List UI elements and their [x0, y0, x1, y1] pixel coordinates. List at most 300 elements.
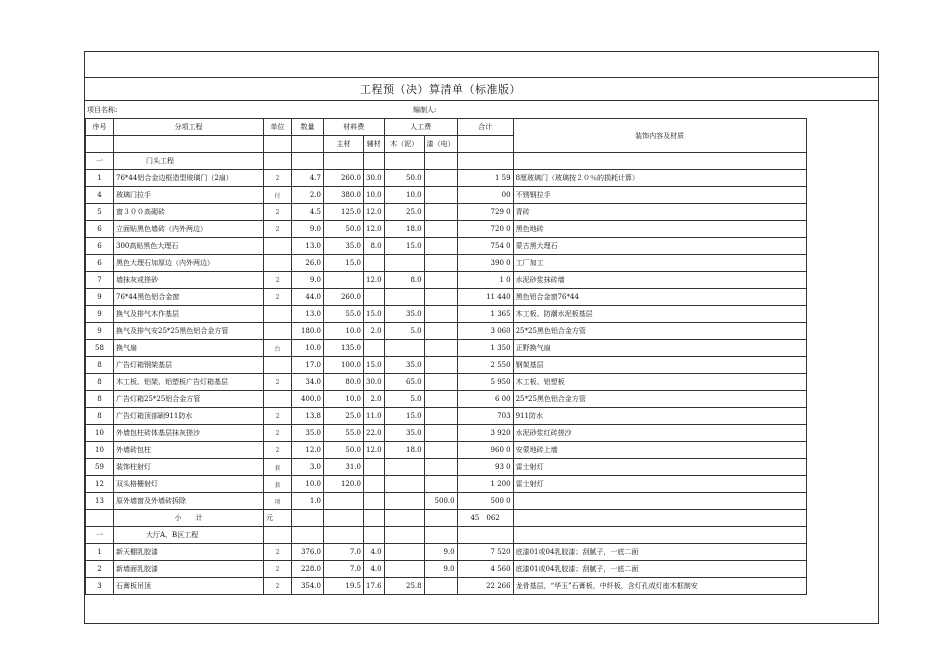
row-paint-labor [424, 323, 457, 340]
row-total: 1 200 [457, 476, 513, 493]
row-paint-labor [424, 425, 457, 442]
page-title: 工程预（决）算清单（标准版） [360, 83, 521, 96]
row-item-name: 门头工程 [114, 153, 264, 170]
row-item-name: 广告灯箱顶部刷911防水 [114, 408, 264, 425]
row-item-name: 广告灯箱钢架基层 [114, 357, 264, 374]
row-paint-labor [424, 459, 457, 476]
row-total: 500 0 [457, 493, 513, 510]
row-main-material [324, 510, 364, 527]
row-qty: 9.0 [292, 272, 324, 289]
row-wood-labor [384, 255, 424, 272]
row-total [457, 153, 513, 170]
editor-label: 编制人: [413, 106, 437, 114]
row-qty [292, 527, 324, 544]
row-main-material: 100.0 [324, 357, 364, 374]
row-aux-material: 4.0 [364, 544, 385, 561]
row-seq: 1 [86, 170, 114, 187]
row-wood-labor: 35.0 [384, 357, 424, 374]
row-paint-labor [424, 357, 457, 374]
subtotal-row [86, 510, 807, 527]
header-row-1 [86, 119, 807, 136]
row-desc: 黑色铝合金窗76*44 [513, 289, 806, 306]
header-desc: 装饰内容及材质 [513, 119, 806, 153]
row-seq: 9 [86, 323, 114, 340]
row-total: 22 266 [457, 578, 513, 595]
row-seq: 13 [86, 493, 114, 510]
row-main-material [324, 153, 364, 170]
row-wood-labor [384, 561, 424, 578]
row-unit: 2 [264, 408, 292, 425]
row-unit: 台 [264, 340, 292, 357]
row-unit: 2 [264, 289, 292, 306]
row-seq: 6 [86, 221, 114, 238]
row-seq: 59 [86, 459, 114, 476]
section-row [86, 153, 807, 170]
row-seq: 3 [86, 578, 114, 595]
row-qty: 228.0 [292, 561, 324, 578]
row-aux-material [364, 493, 385, 510]
row-total [457, 527, 513, 544]
row-qty: 400.0 [292, 391, 324, 408]
table-row [86, 255, 807, 272]
table-row [86, 425, 807, 442]
row-seq: 9 [86, 289, 114, 306]
table-row [86, 374, 807, 391]
row-qty: 3.0 [292, 459, 324, 476]
row-desc: 雷士射灯 [513, 476, 806, 493]
header-blank [86, 136, 114, 153]
row-unit: 2 [264, 425, 292, 442]
row-paint-labor [424, 204, 457, 221]
row-aux-material: 17.6 [364, 578, 385, 595]
row-wood-labor [384, 527, 424, 544]
row-unit: 2 [264, 578, 292, 595]
row-unit: 套 [264, 459, 292, 476]
row-total: 11 440 [457, 289, 513, 306]
row-total: 4 560 [457, 561, 513, 578]
row-seq: 6 [86, 255, 114, 272]
header-item: 分项工程 [114, 119, 264, 136]
row-item-name: 76*44黑色铝合金窗 [114, 289, 264, 306]
row-qty: 10.0 [292, 476, 324, 493]
table-row [86, 493, 807, 510]
row-aux-material: 11.0 [364, 408, 385, 425]
row-qty: 12.0 [292, 442, 324, 459]
row-aux-material: 22.0 [364, 425, 385, 442]
row-qty: 180.0 [292, 323, 324, 340]
row-unit: 付 [264, 187, 292, 204]
row-desc: 青砖 [513, 204, 806, 221]
row-paint-labor [424, 170, 457, 187]
table-row [86, 340, 807, 357]
row-total: 390 0 [457, 255, 513, 272]
row-paint-labor [424, 238, 457, 255]
header-wood-labor: 木（泥） [384, 136, 424, 153]
row-total: 00 [457, 187, 513, 204]
row-aux-material [364, 153, 385, 170]
row-main-material: 380.0 [324, 187, 364, 204]
row-unit [264, 255, 292, 272]
row-item-name: 小 计 [114, 510, 264, 527]
row-paint-labor [424, 442, 457, 459]
row-desc: 底漆01或04乳胶漆；刮腻子，一底二面 [513, 561, 806, 578]
row-paint-labor: 500.0 [424, 493, 457, 510]
row-unit [264, 153, 292, 170]
row-unit [264, 391, 292, 408]
quote-table [85, 118, 807, 595]
row-seq: 4 [86, 187, 114, 204]
row-qty: 4.7 [292, 170, 324, 187]
table-row [86, 272, 807, 289]
header-paint-labor: 漆（电） [424, 136, 457, 153]
header-aux-material: 辅材 [364, 136, 385, 153]
header-blank [292, 136, 324, 153]
row-paint-labor [424, 187, 457, 204]
table-row [86, 561, 807, 578]
row-item-name: 新墙面乳胶漆 [114, 561, 264, 578]
row-item-name: 外墙砖包柱 [114, 442, 264, 459]
row-main-material [324, 272, 364, 289]
row-desc: 雷士射灯 [513, 459, 806, 476]
row-main-material: 50.0 [324, 442, 364, 459]
row-desc [513, 153, 806, 170]
blank-header-band [85, 52, 878, 78]
row-item-name: 换气扇 [114, 340, 264, 357]
table-row [86, 391, 807, 408]
table-row [86, 476, 807, 493]
header-labor: 人工费 [384, 119, 457, 136]
row-aux-material: 30.0 [364, 374, 385, 391]
row-main-material: 31.0 [324, 459, 364, 476]
row-desc: 水泥砂浆红砖搓沙 [513, 425, 806, 442]
row-paint-labor [424, 340, 457, 357]
row-seq: 58 [86, 340, 114, 357]
row-wood-labor: 15.0 [384, 238, 424, 255]
row-total: 45 062 [457, 510, 513, 527]
row-wood-labor [384, 340, 424, 357]
table-row [86, 544, 807, 561]
row-unit: 2 [264, 374, 292, 391]
row-wood-labor [384, 510, 424, 527]
row-main-material: 7.0 [324, 544, 364, 561]
row-total: 703 [457, 408, 513, 425]
row-main-material: 50.0 [324, 221, 364, 238]
row-item-name: 玻璃门拉手 [114, 187, 264, 204]
row-desc: 25*25黑色铝合金方管 [513, 391, 806, 408]
row-unit: 2 [264, 170, 292, 187]
row-qty: 354.0 [292, 578, 324, 595]
row-main-material: 10.0 [324, 391, 364, 408]
row-total: 960 0 [457, 442, 513, 459]
row-main-material: 135.0 [324, 340, 364, 357]
row-qty: 2.0 [292, 187, 324, 204]
row-total: 1 350 [457, 340, 513, 357]
table-row [86, 170, 807, 187]
row-unit: 2 [264, 204, 292, 221]
row-total: 3 060 [457, 323, 513, 340]
header-material: 材料费 [324, 119, 385, 136]
row-qty: 26.0 [292, 255, 324, 272]
row-aux-material [364, 459, 385, 476]
table-row [86, 221, 807, 238]
row-seq: 12 [86, 476, 114, 493]
row-unit [264, 306, 292, 323]
row-main-material [324, 493, 364, 510]
row-desc: 木工板、铝塑板 [513, 374, 806, 391]
row-wood-labor [384, 544, 424, 561]
row-desc: 黑色地砖 [513, 221, 806, 238]
row-desc [513, 527, 806, 544]
row-desc: 正野换气扇 [513, 340, 806, 357]
row-paint-labor: 9.0 [424, 544, 457, 561]
row-paint-labor [424, 272, 457, 289]
row-main-material: 55.0 [324, 306, 364, 323]
row-main-material: 10.0 [324, 323, 364, 340]
row-desc: 龙骨基层，“华玉”石膏板，中纤板，含灯孔或灯座木框制安 [513, 578, 806, 595]
row-main-material: 260.0 [324, 289, 364, 306]
row-main-material: 80.0 [324, 374, 364, 391]
row-seq: 8 [86, 374, 114, 391]
row-unit: 2 [264, 272, 292, 289]
table-row [86, 289, 807, 306]
row-wood-labor [384, 289, 424, 306]
row-item-name: 原外墙窗及外墙砖拆除 [114, 493, 264, 510]
row-main-material: 55.0 [324, 425, 364, 442]
row-paint-labor [424, 255, 457, 272]
row-aux-material [364, 255, 385, 272]
row-aux-material: 12.0 [364, 272, 385, 289]
row-item-name: 300高贴黑色大理石 [114, 238, 264, 255]
row-aux-material: 2.0 [364, 323, 385, 340]
row-paint-labor: 9.0 [424, 561, 457, 578]
row-aux-material [364, 527, 385, 544]
row-item-name: 黑色大理石加厚边（内外两边） [114, 255, 264, 272]
row-item-name: 大厅A、B区工程 [114, 527, 264, 544]
title-row [85, 78, 878, 100]
row-total: 6 00 [457, 391, 513, 408]
row-unit: 2 [264, 221, 292, 238]
row-paint-labor [424, 289, 457, 306]
row-aux-material: 12.0 [364, 442, 385, 459]
row-paint-labor [424, 153, 457, 170]
row-desc: 水泥砂浆抹砖墙 [513, 272, 806, 289]
row-seq: 10 [86, 425, 114, 442]
row-total: 1 0 [457, 272, 513, 289]
section-row [86, 527, 807, 544]
row-aux-material: 8.0 [364, 238, 385, 255]
row-qty [292, 153, 324, 170]
row-seq: 8 [86, 357, 114, 374]
row-qty: 34.0 [292, 374, 324, 391]
row-wood-labor: 5.0 [384, 323, 424, 340]
row-total: 5 950 [457, 374, 513, 391]
row-desc [513, 510, 806, 527]
spreadsheet-sheet [84, 51, 879, 624]
row-qty: 17.0 [292, 357, 324, 374]
table-row [86, 323, 807, 340]
row-paint-labor [424, 476, 457, 493]
row-aux-material: 12.0 [364, 204, 385, 221]
header-unit: 单位 [264, 119, 292, 136]
row-main-material: 260.0 [324, 170, 364, 187]
header-seq: 序号 [86, 119, 114, 136]
row-paint-labor [424, 578, 457, 595]
row-qty: 13.8 [292, 408, 324, 425]
row-qty [292, 510, 324, 527]
row-item-name: 木工板、铝架、铝塑板广告灯箱基层 [114, 374, 264, 391]
row-seq: 2 [86, 561, 114, 578]
row-desc: 工厂加工 [513, 255, 806, 272]
row-paint-labor [424, 306, 457, 323]
row-total: 7 520 [457, 544, 513, 561]
table-row [86, 459, 807, 476]
row-seq [86, 510, 114, 527]
row-unit: 项 [264, 493, 292, 510]
row-desc: 钢架基层 [513, 357, 806, 374]
header-qty: 数量 [292, 119, 324, 136]
row-total: 93 0 [457, 459, 513, 476]
table-body [86, 119, 807, 595]
row-item-name: 窗３００高砌砖 [114, 204, 264, 221]
row-aux-material: 2.0 [364, 391, 385, 408]
row-item-name: 石膏板吊顶 [114, 578, 264, 595]
row-total: 2 550 [457, 357, 513, 374]
row-seq: 8 [86, 391, 114, 408]
row-wood-labor: 8.0 [384, 272, 424, 289]
row-qty: 1.0 [292, 493, 324, 510]
row-aux-material: 10.0 [364, 187, 385, 204]
row-wood-labor: 35.0 [384, 425, 424, 442]
row-seq: 10 [86, 442, 114, 459]
meta-row [85, 100, 878, 119]
row-aux-material [364, 340, 385, 357]
row-main-material: 7.0 [324, 561, 364, 578]
row-desc: 不锈钢拉手 [513, 187, 806, 204]
row-total: 720 0 [457, 221, 513, 238]
row-seq: 5 [86, 204, 114, 221]
row-total: 754 0 [457, 238, 513, 255]
row-main-material: 15.0 [324, 255, 364, 272]
row-unit [264, 357, 292, 374]
project-name-label: 项目名称: [87, 106, 118, 114]
table-row [86, 306, 807, 323]
row-item-name: 立面贴黑色墙砖（内外两边） [114, 221, 264, 238]
row-seq: 一 [86, 527, 114, 544]
row-main-material: 125.0 [324, 204, 364, 221]
row-total: 1 59 [457, 170, 513, 187]
row-unit: 元 [264, 510, 292, 527]
table-row [86, 238, 807, 255]
row-item-name: 广告灯箱25*25铝合金方管 [114, 391, 264, 408]
row-item-name: 换气及排气安25*25黑色铝合金方管 [114, 323, 264, 340]
header-blank [457, 136, 513, 153]
row-main-material: 25.0 [324, 408, 364, 425]
row-aux-material [364, 476, 385, 493]
row-desc: 911防水 [513, 408, 806, 425]
row-desc [513, 493, 806, 510]
row-main-material: 35.0 [324, 238, 364, 255]
header-blank [114, 136, 264, 153]
header-total: 合计 [457, 119, 513, 136]
row-desc: 木工板、防潮水泥板基层 [513, 306, 806, 323]
row-aux-material [364, 289, 385, 306]
row-qty: 35.0 [292, 425, 324, 442]
row-unit [264, 238, 292, 255]
row-item-name: 外墙包柱砖体基层抹灰搓沙 [114, 425, 264, 442]
row-qty: 10.0 [292, 340, 324, 357]
row-unit: 2 [264, 544, 292, 561]
row-aux-material: 30.0 [364, 170, 385, 187]
row-unit: 套 [264, 476, 292, 493]
row-seq: 1 [86, 544, 114, 561]
row-seq: 8 [86, 408, 114, 425]
row-aux-material [364, 510, 385, 527]
row-item-name: 墙抹灰或搓砂 [114, 272, 264, 289]
row-desc: 安蒙地砖上墙 [513, 442, 806, 459]
row-unit [264, 323, 292, 340]
table-row [86, 187, 807, 204]
row-wood-labor: 5.0 [384, 391, 424, 408]
row-desc: 8厘玻璃门（玻璃按２０％的损耗计算） [513, 170, 806, 187]
row-item-name: 装饰柱射灯 [114, 459, 264, 476]
header-main-material: 主材 [324, 136, 364, 153]
row-unit: 2 [264, 442, 292, 459]
row-total: 1 365 [457, 306, 513, 323]
row-wood-labor: 25.8 [384, 578, 424, 595]
row-wood-labor: 18.0 [384, 221, 424, 238]
row-wood-labor: 18.0 [384, 442, 424, 459]
table-row [86, 408, 807, 425]
row-item-name: 76*44铝合金边框造型玻璃门（2扇） [114, 170, 264, 187]
row-aux-material: 15.0 [364, 306, 385, 323]
row-desc: 底漆01或04乳胶漆；刮腻子，一底二面 [513, 544, 806, 561]
row-wood-labor [384, 153, 424, 170]
row-wood-labor [384, 493, 424, 510]
row-wood-labor: 65.0 [384, 374, 424, 391]
row-paint-labor [424, 391, 457, 408]
row-total: 3 920 [457, 425, 513, 442]
row-desc: 25*25黑色铝合金方管 [513, 323, 806, 340]
row-main-material [324, 527, 364, 544]
row-qty: 13.0 [292, 306, 324, 323]
row-qty: 376.0 [292, 544, 324, 561]
row-paint-labor [424, 408, 457, 425]
row-seq: 一 [86, 153, 114, 170]
row-seq: 6 [86, 238, 114, 255]
row-seq: 7 [86, 272, 114, 289]
row-aux-material: 4.0 [364, 561, 385, 578]
row-wood-labor: 35.0 [384, 306, 424, 323]
row-paint-labor [424, 374, 457, 391]
row-paint-labor [424, 221, 457, 238]
table-row [86, 442, 807, 459]
table-row [86, 578, 807, 595]
row-unit: 2 [264, 561, 292, 578]
row-wood-labor [384, 476, 424, 493]
row-qty: 13.0 [292, 238, 324, 255]
row-paint-labor [424, 510, 457, 527]
row-wood-labor [384, 459, 424, 476]
row-qty: 44.0 [292, 289, 324, 306]
row-item-name: 新天棚乳胶漆 [114, 544, 264, 561]
row-main-material: 19.5 [324, 578, 364, 595]
row-aux-material: 15.0 [364, 357, 385, 374]
row-main-material: 120.0 [324, 476, 364, 493]
row-wood-labor: 50.0 [384, 170, 424, 187]
row-seq: 9 [86, 306, 114, 323]
table-row [86, 357, 807, 374]
table-row [86, 204, 807, 221]
